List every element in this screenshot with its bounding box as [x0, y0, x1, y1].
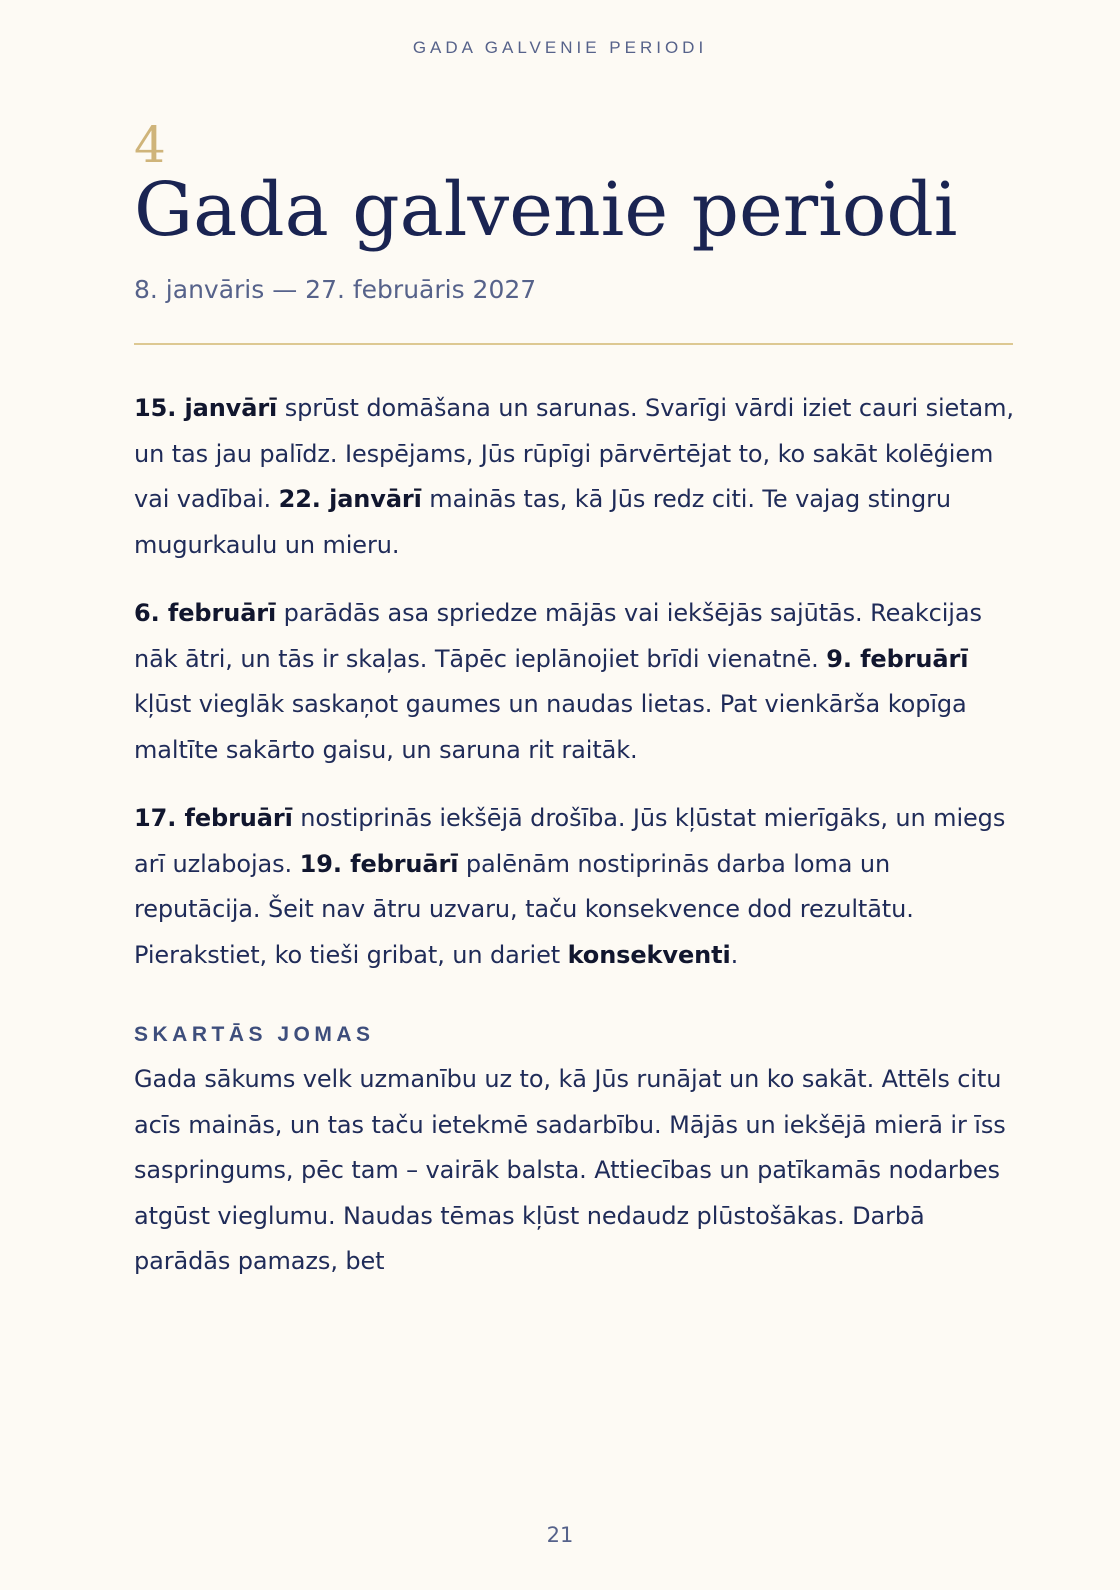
date-range: 8. janvāris — 27. februāris 2027: [134, 275, 537, 304]
paragraph-february-late: [134, 796, 1014, 978]
paragraph-text: parādās asa spriedze mājās vai iekšējās sajūtās. Reakcijas nāk ātri, un tās ir skaļas. Tāpēc ieplānojiet brīdi vienatnē.: [134, 599, 982, 673]
date-highlight: 22. janvārī: [278, 485, 422, 513]
running-header: GADA GALVENIE PERIODI: [412, 38, 708, 57]
date-highlight: 15. janvārī: [134, 394, 278, 422]
paragraph-text: kļūst vieglāk saskaņot gaumes un naudas lietas. Pat vienkārša kopīga maltīte sakārto gaisu, un saruna rit raitāk.: [134, 690, 967, 764]
paragraph-text: .: [730, 940, 739, 969]
chapter-number: 4: [134, 116, 166, 174]
date-highlight: 9. februārī: [826, 644, 969, 673]
date-highlight: 6. februārī: [134, 599, 277, 627]
body-content: [134, 386, 1014, 1308]
paragraph-text: sprūst domāšana un sarunas. Svarīgi vārdi iziet cauri sietam, un tas jau palīdz. Iespējams, Jūs rūpīgi pārvērtējat to, ko sakāt kolēģiem vai vadībai.: [134, 394, 1014, 513]
page-number: 21: [546, 1523, 574, 1547]
paragraph-february-early: [134, 591, 1014, 773]
paragraph-january: [134, 386, 1014, 568]
paragraph-text: mainās tas, kā Jūs redz citi. Te vajag stingru mugurkaulu un mieru.: [134, 485, 952, 559]
page-title: Gada galvenie periodi: [134, 167, 958, 253]
section-heading: SKARTĀS JOMAS: [134, 1023, 375, 1046]
section-paragraph: Gada sākums velk uzmanību uz to, kā Jūs runājat un ko sakāt. Attēls citu acīs mainās, un tas taču ietekmē sadarbību. Mājās un iekšējā mierā ir īss saspringums, pēc tam – vairāk balsta. Attiecības un patīkamās nodarbes atgūst vieglumu. Naudas tēmas kļūst nedaudz plūstošākas. Darbā parādās pamazs, bet: [134, 1065, 1006, 1275]
date-highlight: 17. februārī: [134, 804, 293, 832]
emphasis-word: konsekventi: [567, 940, 731, 969]
paragraph-text: nostiprinās iekšējā drošība. Jūs kļūstat mierīgāks, un miegs arī uzlabojas.: [134, 804, 1006, 878]
title-divider: [134, 343, 1013, 345]
paragraph-text: palēnām nostiprinās darba loma un reputācija. Šeit nav ātru uzvaru, taču konsekvence dod rezultātu. Pierakstiet, ko tieši gribat, un dariet: [134, 849, 914, 969]
date-highlight: 19. februārī: [299, 849, 459, 878]
